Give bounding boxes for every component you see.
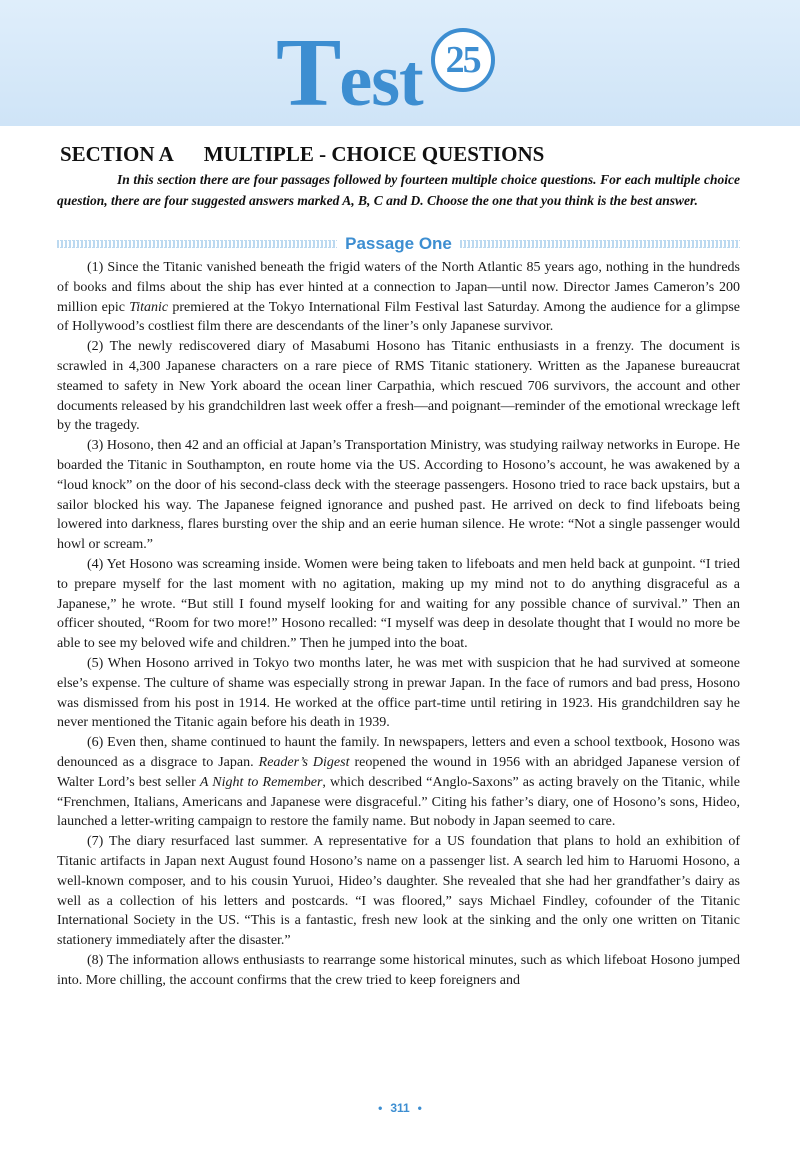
divider-right [460,240,740,248]
paragraph-2: (2) The newly rediscovered diary of Masabumi Hosono has Titanic enthusiasts in a frenzy. The document is scrawled in 4,300 Japanese characters on a rare piece of RMS Titanic stationery. Written as the Japanese bureaucrat steamed to safety in New York aboard the ocean liner Carpathia, which rescued 706 survivors, the account and other documents released by his grandchildren last week offer a fresh—and poignant—reminder of the emotional wreckage left by the tragedy. [57,339,740,434]
test-word [276,19,423,127]
paragraph-1: (1) Since the Titanic vanished beneath the frigid waters of the North Atlantic 85 years ago, nothing in the hundreds of books and films about the ship has ever hinted at a connection to Japan—until now. Director James Cameron’s 200 million epic Titanic premiered at the Tokyo International Film Festival last Saturday. Among the audience for a glimpse of Hollywood’s costliest film there are descendants of the liner’s only Japanese survivor. [57,260,741,335]
footer-bullet-right: • [417,1101,422,1115]
passage-title-row [57,233,740,255]
divider-left [57,240,337,248]
test-number-badge: 25 [431,28,495,92]
paragraph-7: (7) The diary resurfaced last summer. A representative for a US foundation that plans to hold an exhibition of Titanic artifacts in Japan next August found Hosono’s name on a passenger list. A search led him to Haruomi Hosono, a well-known composer, and to his cousin Yuruoi, Hideo’s daughter. She revealed that she had her grandfather’s dairy as well as a collection of his letters and postcards. “I was floored,” says Michael Findley, cofounder of the Titanic International Society in the US. “This is a fantastic, fresh new look at the sinking and the only one written on Titanic stationery immediately after the disaster.” [57,834,740,949]
test-word-initial: T [276,19,340,127]
paragraph-6: (6) Even then, shame continued to haunt the family. In newspapers, letters and even a school textbook, Hosono was denounced as a disgrace to Japan. Reader’s Digest reopened the wound in 1956 with an abridged Japanese version of Walter Lord’s best seller A Night to Remember, which described “Anglo-Saxons” as acting bravely on the Titanic, while “Frenchmen, Italians, Americans and Japanese were disgraceful.” Citing his father’s diary, one of Hosono’s sons, Hideo, launched a letter-writing campaign to restore the family name. But nobody in Japan seemed to care. [57,735,740,830]
section-label: SECTION A [60,142,174,166]
paragraph-3: (3) Hosono, then 42 and an official at Japan’s Transportation Ministry, was studying railway networks in Europe. He boarded the Titanic in Southampton, en route home via the US. According to Hosono’s account, he was awakened by a “loud knock” on the door of his second-class deck with the steerage passengers. Hosono tried to race back upstairs, but a sailor blocked his way. The Japanese feigned ignorance and pushed past. He arrived on deck to find lifeboats being lowered into darkness, flares bursting over the ship and an eerie human silence. He wrote: “Not a single passenger would howl or scream.” [57,438,740,553]
passage-title: Passage One [345,234,452,253]
paragraph-4: (4) Yet Hosono was screaming inside. Women were being taken to lifeboats and men held back at gunpoint. “I tried to prepare myself for the last moment with no agitation, making up my mind not to do anything disgraceful as a Japanese,” he wrote. “But still I found myself looking for and waiting for any possible chance of survival.” Then an officer shouted, “Room for two more!” Hosono recalled: “I myself was deep in desolate thought that I would no more be able to see my beloved wife and children.” Then he jumped into the boat. [57,556,740,652]
test-title [276,19,495,127]
test-word-rest: est [339,40,423,122]
page-number: 311 [390,1101,410,1115]
passage-body [57,258,740,990]
footer-bullet-left: • [378,1101,383,1115]
page-footer [0,1101,800,1115]
paragraph-8: (8) The information allows enthusiasts to rearrange some historical minutes, such as which lifeboat Hosono jumped into. More chilling, the account confirms that the crew tried to keep foreigners and [57,952,740,988]
paragraph-5: (5) When Hosono arrived in Tokyo two months later, he was met with suspicion that he had survived at someone else’s expense. The culture of shame was especially strong in prewar Japan. In the face of rumors and bad press, Hosono was dismissed from his post in 1914. He worked at the office part-time until retiring in 1923. His grandchildren say he never mentioned the Titanic again before his death in 1939. [57,655,740,731]
section-title: MULTIPLE - CHOICE QUESTIONS [203,142,545,166]
section-instructions: In this section there are four passages followed by fourteen multiple choice questions. For each multiple choice question, there are four suggested answers marked A, B, C and D. Choose the one that you think is the best answer. [57,172,740,208]
section-heading [60,142,544,167]
